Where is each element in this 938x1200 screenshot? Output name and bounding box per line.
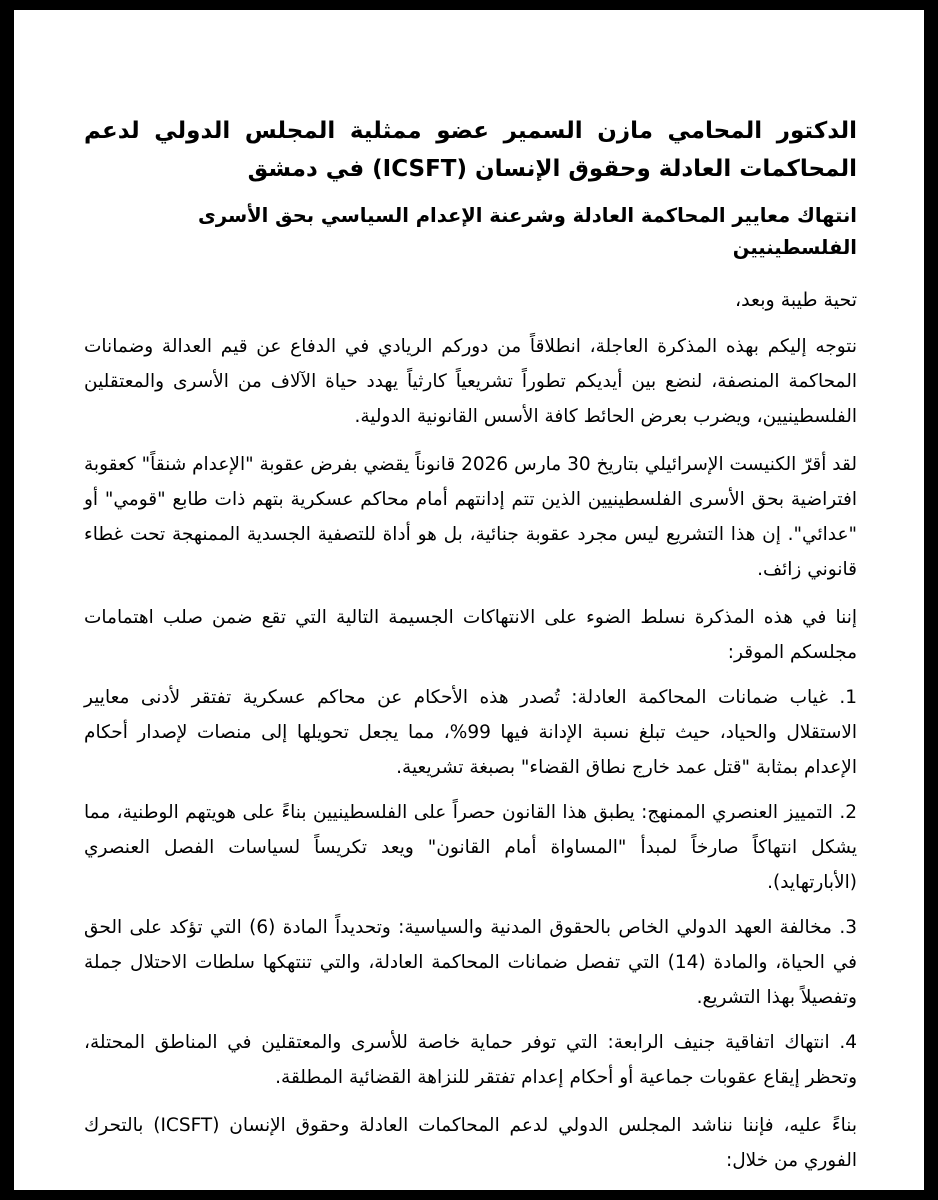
intro-paragraph: نتوجه إليكم بهذه المذكرة العاجلة، انطلاقاً من دوركم الريادي في الدفاع عن قيم العدالة وضمانات المحاكمة المنصفة، لنضع بين أيديكم تطوراً تشريعياً كارثياً يهدد حياة الآلاف من الأسرى والمعتقلين الفلسطينيين، ويضرب بعرض الحائط كافة الأسس القانونية الدولية. <box>84 336 857 427</box>
document-subtitle: انتهاك معايير المحاكمة العادلة وشرعنة الإعدام السياسي بحق الأسرى الفلسطينيين <box>197 204 857 259</box>
item-number: 3. <box>839 917 857 938</box>
violation-item-1 <box>84 680 857 785</box>
violation-item-3 <box>84 910 857 1015</box>
focus-paragraph: إننا في هذه المذكرة نسلط الضوء على الانتهاكات الجسيمة التالية التي تقع ضمن صلب اهتمامات مجلسكم الموقر: <box>84 607 857 663</box>
item-number: 1. <box>839 687 857 708</box>
violation-item-2 <box>84 795 857 900</box>
item-text: غياب ضمانات المحاكمة العادلة: تُصدر هذه الأحكام عن محاكم عسكرية تفتقر لأدنى معايير الاستقلال والحياد، حيث تبلغ نسبة الإدانة فيها 99%، مما يجعل تحويلها إلى منصات لإصدار أحكام الإعدام بمثابة "قتل عمد خارج نطاق القضاء" بصبغة تشريعية. <box>84 687 858 778</box>
document-title: الدكتور المحامي مازن السمير عضو ممثلية المجلس الدولي لدعم المحاكمات العادلة وحقوق الإنسان (ICSFT) في دمشق <box>84 118 857 182</box>
closing-paragraph: بناءً عليه، فإننا نناشد المجلس الدولي لدعم المحاكمات العادلة وحقوق الإنسان (ICSFT) بالتحرك الفوري من خلال: <box>84 1115 857 1171</box>
item-number: 4. <box>839 1032 857 1053</box>
document-page <box>14 10 924 1190</box>
item-text: انتهاك اتفاقية جنيف الرابعة: التي توفر حماية خاصة للأسرى والمعتقلين في المناطق المحتلة، وتحظر إيقاع عقوبات جماعية أو أحكام إعدام تفتقر للنزاهة القضائية المطلقة. <box>84 1032 857 1088</box>
item-text: التمييز العنصري الممنهج: يطبق هذا القانون حصراً على الفلسطينيين بناءً على هويتهم الوطنية، مما يشكل انتهاكاً صارخاً لمبدأ "المساواة أمام القانون" ويعد تكريساً لسياسات الفصل العنصري (الأبارتهايد). <box>84 802 857 893</box>
greeting: تحية طيبة وبعد، <box>734 289 857 311</box>
document-body <box>84 112 857 1178</box>
law-paragraph: لقد أقرّ الكنيست الإسرائيلي بتاريخ 30 مارس 2026 قانوناً يقضي بفرض عقوبة "الإعدام شنقاً" كعقوبة افتراضية بحق الأسرى الفلسطينيين الذين تتم إدانتهم أمام محاكم عسكرية بتهم ذات طابع "قومي" أو "عدائي". إن هذا التشريع ليس مجرد عقوبة جنائية، بل هو أداة للتصفية الجسدية الممنهجة تحت غطاء قانوني زائف. <box>84 454 857 580</box>
item-text: مخالفة العهد الدولي الخاص بالحقوق المدنية والسياسية: وتحديداً المادة (6) التي تؤكد على الحق في الحياة، والمادة (14) التي تفصل ضمانات المحاكمة العادلة، والتي تنتهكها سلطات الاحتلال جملة وتفصيلاً بهذا التشريع. <box>84 917 857 1008</box>
violation-item-4 <box>84 1025 857 1095</box>
item-number: 2. <box>839 802 857 823</box>
